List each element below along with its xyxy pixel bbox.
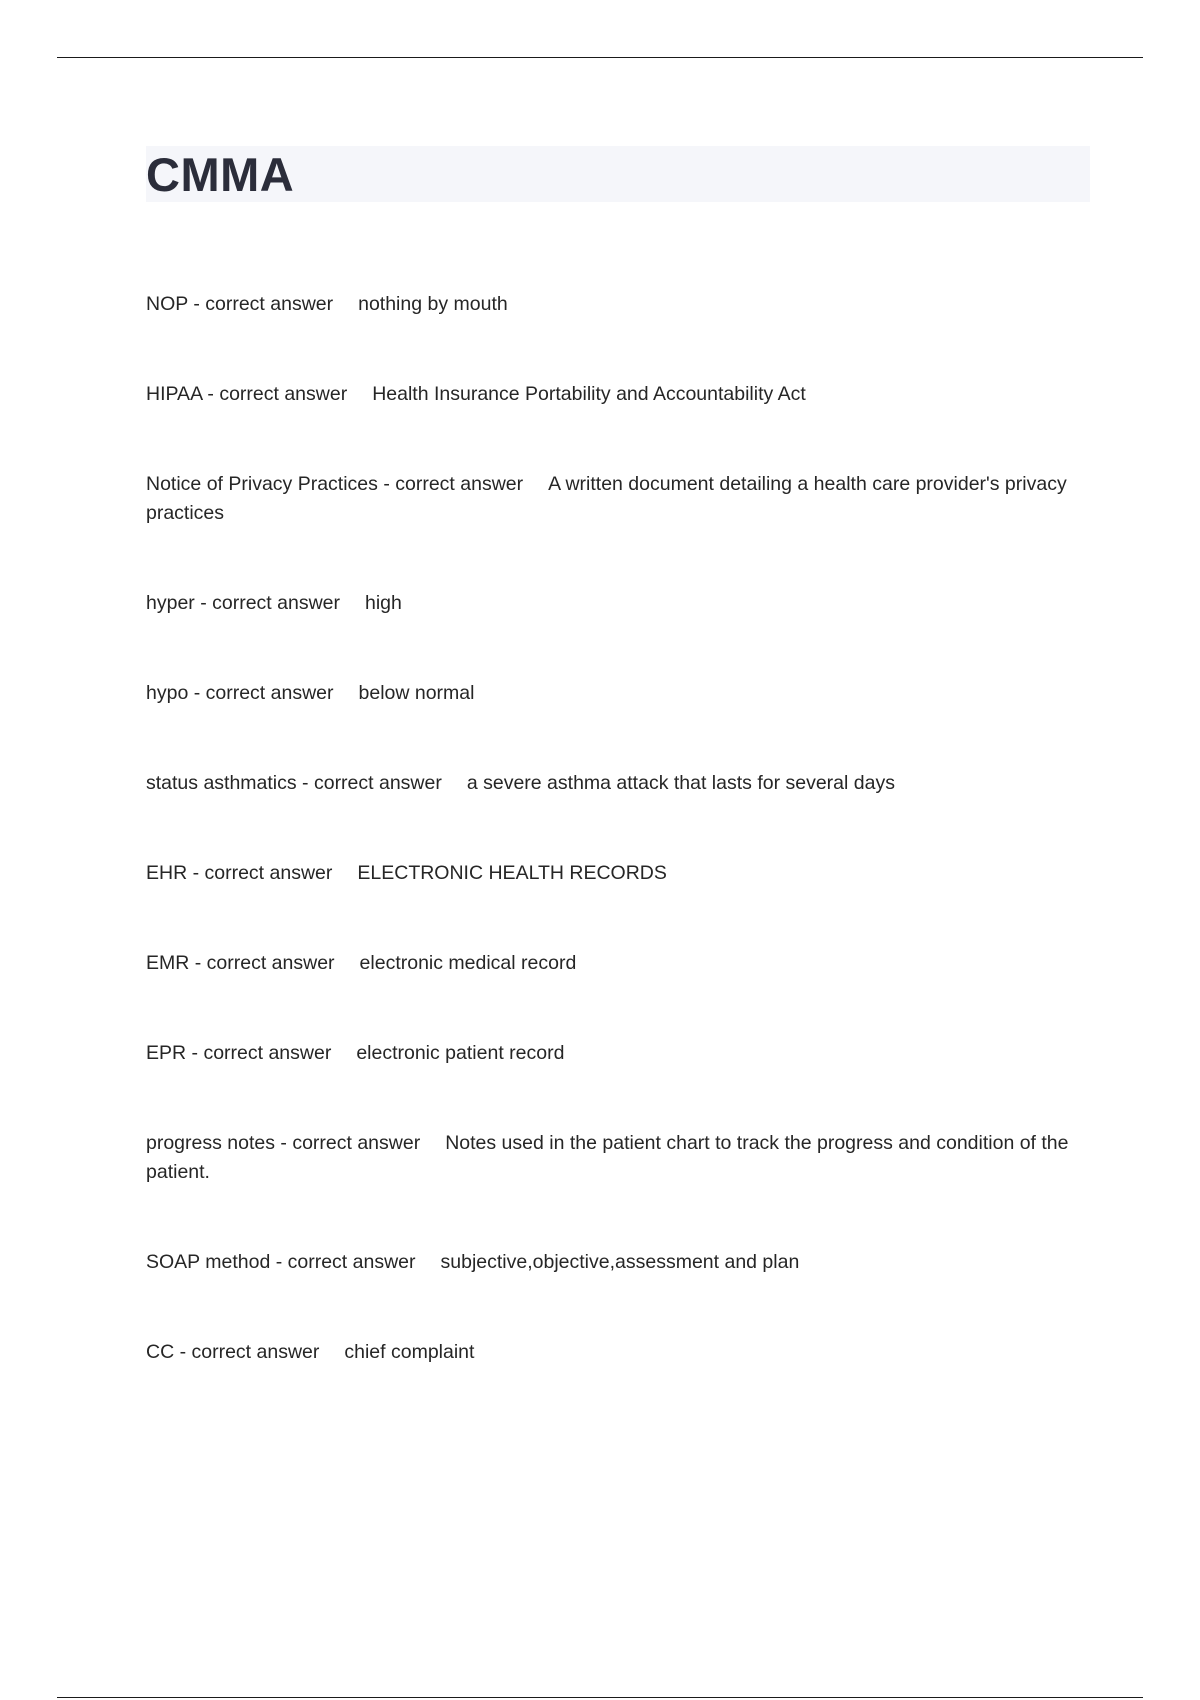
answer-marker: - correct answer (189, 952, 335, 974)
card-term: CC (146, 1341, 175, 1363)
flashcard (146, 290, 1090, 319)
top-rule (57, 57, 1143, 58)
answer-marker: - correct answer (275, 1132, 421, 1154)
card-answer: a severe asthma attack that lasts for several days (466, 772, 895, 794)
flashcard (146, 769, 1090, 798)
title-bar (146, 146, 1090, 202)
document-title: CMMA (146, 147, 295, 201)
answer-marker: - correct answer (187, 293, 334, 315)
card-answer: chief complaint (344, 1341, 475, 1363)
card-term: hypo (146, 682, 189, 704)
card-term: EHR (146, 862, 188, 884)
answer-marker: - correct answer (202, 383, 348, 405)
card-term: hyper (146, 592, 195, 614)
answer-marker: - correct answer (187, 862, 333, 884)
card-answer: Health Insurance Portability and Accountability Act (372, 383, 806, 405)
flashcard-list (146, 290, 1090, 1367)
document-body (146, 146, 1090, 1428)
answer-marker: - correct answer (194, 592, 340, 614)
card-answer: ELECTRONIC HEALTH RECORDS (357, 862, 667, 884)
bottom-rule (57, 1697, 1143, 1698)
flashcard (146, 859, 1090, 888)
answer-marker: - correct answer (296, 772, 442, 794)
card-answer: Notes used in the patient chart to track the progress and condition of the patient. (146, 1132, 1069, 1183)
answer-marker: - correct answer (186, 1042, 332, 1064)
card-answer: nothing by mouth (358, 293, 508, 315)
answer-marker: - correct answer (377, 473, 524, 495)
flashcard (146, 1129, 1090, 1187)
card-term: HIPAA (146, 383, 202, 405)
answer-marker: - correct answer (174, 1341, 320, 1363)
flashcard (146, 1338, 1090, 1367)
card-term: progress notes (146, 1132, 275, 1154)
card-term: Notice of Privacy Practices (146, 473, 378, 495)
card-answer: high (364, 592, 402, 614)
card-term: EMR (146, 952, 190, 974)
flashcard (146, 679, 1090, 708)
card-term: status asthmatics (146, 772, 297, 794)
flashcard (146, 949, 1090, 978)
card-answer: electronic medical record (359, 952, 577, 974)
card-term: SOAP method (146, 1251, 271, 1273)
card-answer: below normal (358, 682, 475, 704)
flashcard (146, 470, 1090, 528)
flashcard (146, 1248, 1090, 1277)
answer-marker: - correct answer (188, 682, 334, 704)
flashcard (146, 1039, 1090, 1068)
card-answer: electronic patient record (356, 1042, 565, 1064)
card-answer: subjective,objective,assessment and plan (440, 1251, 800, 1273)
answer-marker: - correct answer (270, 1251, 416, 1273)
flashcard (146, 380, 1090, 409)
card-term: EPR (146, 1042, 187, 1064)
flashcard (146, 589, 1090, 618)
card-term: NOP (146, 293, 188, 315)
card-answer: A written document detailing a health care provider's privacy practices (146, 473, 1067, 524)
